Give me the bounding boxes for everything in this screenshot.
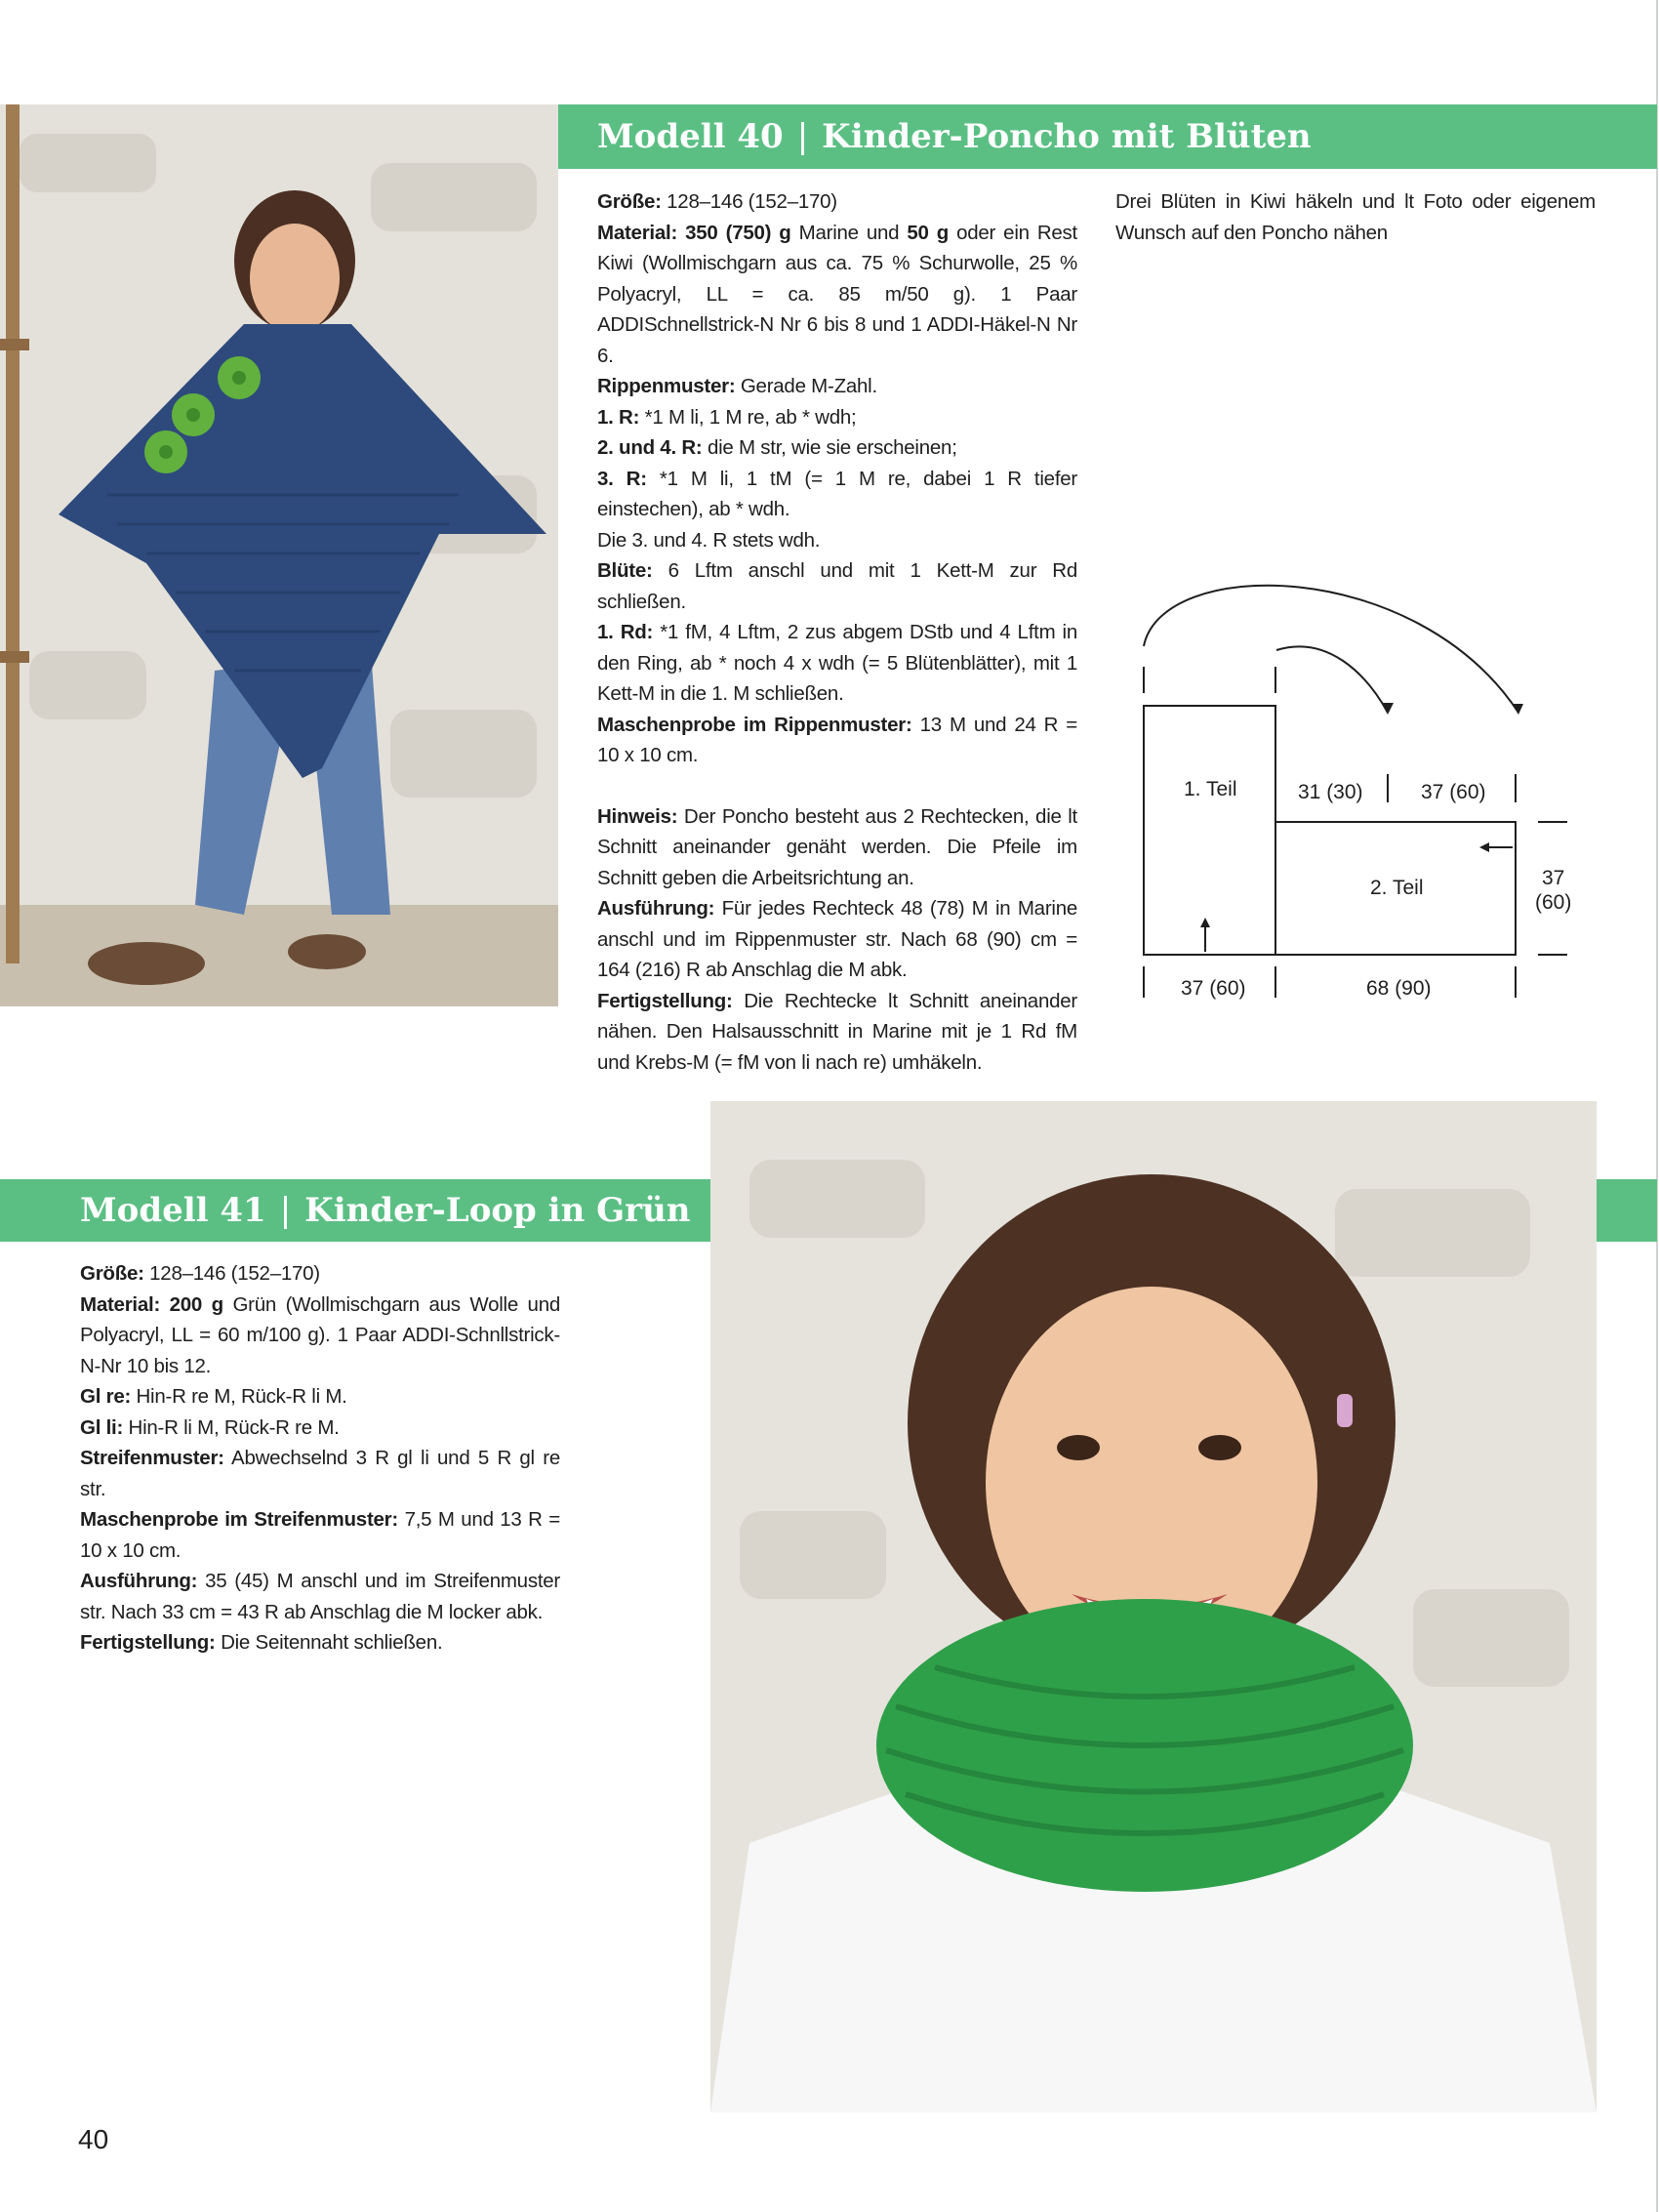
flower-sewing-text: Drei Blüten in Kiwi häkeln und lt Foto oder eigenem Wunsch auf den Poncho nähen — [1115, 190, 1596, 244]
row2-value: die M str, wie sie erscheinen; — [707, 436, 957, 459]
title-separator: | — [279, 1191, 292, 1230]
repeat-line: Die 3. und 4. R stets wdh. — [597, 528, 821, 552]
model40-banner — [558, 104, 1657, 169]
top-mid-measure: 31 (30) — [1298, 781, 1363, 803]
right-height-measure-a: 37 — [1542, 867, 1565, 889]
page-edge-line — [1656, 0, 1658, 2212]
stripes-line — [80, 1443, 560, 1504]
execution-value: 35 (45) M anschl und im Streifenmuster str. Nach 33 cm = 43 R ab Anschlag die M locker abk. — [80, 1570, 561, 1623]
gauge-line — [80, 1504, 560, 1566]
size-value: 128–146 (152–170) — [667, 190, 837, 213]
blossom-line — [597, 555, 1077, 617]
note-value: Der Poncho besteht aus 2 Rechtecken, die lt Schnitt aneinander genäht werden. Die Pfeile im Schnitt geben die Arbeitsrichtung an. — [597, 804, 1078, 889]
loop-photo — [710, 1101, 1597, 2112]
blossom-label: Blüte: — [597, 559, 653, 582]
material-text: Grün (Wollmischgarn aus Wolle und Polyacryl, LL = 60 m/100 g). 1 Paar ADDI-Schnllstrick-N-Nr 10 bis 12. — [80, 1292, 561, 1377]
arc-arrow-large — [1144, 586, 1518, 713]
note-line — [597, 801, 1077, 894]
finishing-value: Die Rechtecke lt Schnitt aneinander nähen. Den Halsausschnitt in Marine mit je 1 Rd fM und Krebs-M (= fM von li nach re) umhäkeln. — [597, 989, 1077, 1074]
part1-rect — [1144, 706, 1275, 955]
material-text-1: Marine und — [790, 221, 908, 244]
model41-banner — [0, 1179, 710, 1242]
poncho-photo — [0, 104, 558, 1006]
execution-line — [597, 893, 1077, 986]
material-line — [597, 218, 1077, 372]
model41-title: Kinder-Loop in Grün — [304, 1191, 691, 1230]
right-height-measure-b: (60) — [1535, 891, 1572, 914]
round1-label: 1. Rd: — [597, 621, 654, 643]
finishing-value: Die Seitennaht schließen. — [221, 1631, 443, 1654]
page-number: 40 — [78, 2124, 109, 2154]
row2-label: 2. und 4. R: — [597, 436, 703, 459]
size-line — [80, 1258, 560, 1290]
glli-line — [80, 1413, 560, 1444]
blossom-value: 6 Lftm anschl und mit 1 Kett-M zur Rd schließen. — [597, 559, 1078, 613]
finishing-line — [597, 986, 1077, 1079]
gauge-value: 13 M und 24 R = 10 x 10 cm. — [597, 713, 1077, 766]
glre-label: Gl re: — [80, 1385, 132, 1408]
part1-label: 1. Teil — [1184, 778, 1237, 800]
execution-line — [80, 1566, 560, 1627]
finishing-line — [80, 1627, 560, 1659]
gauge-line — [597, 710, 1077, 771]
stripes-value: Abwechselnd 3 R gl li und 5 R gl re str. — [80, 1447, 560, 1500]
material-amount-1: 350 (750) g — [685, 221, 791, 244]
size-label: Größe: — [597, 190, 662, 213]
material-text-2: oder ein Rest Kiwi (Wollmischgarn aus ca. 75 % Schurwolle, 25 % Polyacryl, LL = ca. 85 m/50 g). 1 Paar ADDISchnellstrick-N Nr 6 bis 8 und 1 ADDI-Häkel-N Nr 6. — [597, 221, 1077, 367]
model41-banner-right — [1597, 1179, 1657, 1242]
arc-arrow-small — [1276, 646, 1388, 713]
glli-value: Hin-R li M, Rück-R re M. — [128, 1415, 340, 1439]
glli-label: Gl li: — [80, 1415, 124, 1439]
rib-label: Rippenmuster: — [597, 375, 736, 397]
round1-line — [597, 617, 1077, 710]
execution-label: Ausführung: — [80, 1570, 198, 1592]
model40-column2 — [1115, 186, 1596, 248]
model41-number: Modell 41 — [80, 1191, 266, 1230]
rib-line — [597, 371, 1077, 402]
row1-line — [597, 402, 1077, 433]
model40-instructions — [597, 186, 1077, 1078]
material-amount: 200 g — [169, 1292, 223, 1316]
material-label: Material: — [597, 221, 678, 244]
round1-value: *1 fM, 4 Lftm, 2 zus abgem DStb und 4 Lftm in den Ring, ab * noch 4 x wdh (= 5 Blütenblätter), mit 1 Kett-M in die 1. M schließen. — [597, 621, 1078, 705]
model40-title: Kinder-Poncho mit Blüten — [822, 117, 1312, 156]
execution-label: Ausführung: — [597, 897, 715, 920]
row3-line — [597, 464, 1077, 525]
rib-value: Gerade M-Zahl. — [740, 375, 877, 397]
stripes-label: Streifenmuster: — [80, 1447, 224, 1469]
glre-line — [80, 1381, 560, 1413]
material-amount-2: 50 g — [907, 221, 950, 244]
part2-label: 2. Teil — [1370, 877, 1424, 899]
row1-label: 1. R: — [597, 405, 640, 429]
row3-value: *1 M li, 1 tM (= 1 M re, dabei 1 R tiefer einstechen), ab * wdh. — [597, 467, 1077, 520]
row2-line — [597, 432, 1077, 464]
note-label: Hinweis: — [597, 804, 678, 828]
finishing-label: Fertigstellung: — [80, 1631, 216, 1654]
row1-value: *1 M li, 1 M re, ab * wdh; — [644, 405, 857, 429]
top-right-measure: 37 (60) — [1421, 781, 1486, 803]
gauge-label: Maschenprobe im Streifenmuster: — [80, 1508, 398, 1531]
finishing-label: Fertigstellung: — [597, 989, 733, 1012]
gauge-label: Maschenprobe im Rippenmuster: — [597, 713, 912, 736]
model40-number: Modell 40 — [597, 117, 784, 156]
model41-instructions — [80, 1258, 560, 1659]
material-label: Material: — [80, 1292, 161, 1316]
size-line — [597, 186, 1077, 218]
title-separator: | — [796, 117, 809, 156]
bottom-left-measure: 37 (60) — [1181, 977, 1246, 1000]
bottom-right-measure: 68 (90) — [1366, 977, 1432, 1000]
material-line — [80, 1290, 560, 1382]
execution-value: Für jedes Rechteck 48 (78) M in Marine anschl und im Rippenmuster str. Nach 68 (90) cm = 164 (216) R ab Anschlag die M abk. — [597, 897, 1077, 981]
size-label: Größe: — [80, 1262, 144, 1285]
row3-label: 3. R: — [597, 467, 647, 490]
gauge-value: 7,5 M und 13 R = 10 x 10 cm. — [80, 1508, 560, 1562]
size-value: 128–146 (152–170) — [149, 1262, 320, 1285]
glre-value: Hin-R re M, Rück-R li M. — [136, 1385, 347, 1408]
pattern-diagram — [1122, 576, 1572, 1005]
